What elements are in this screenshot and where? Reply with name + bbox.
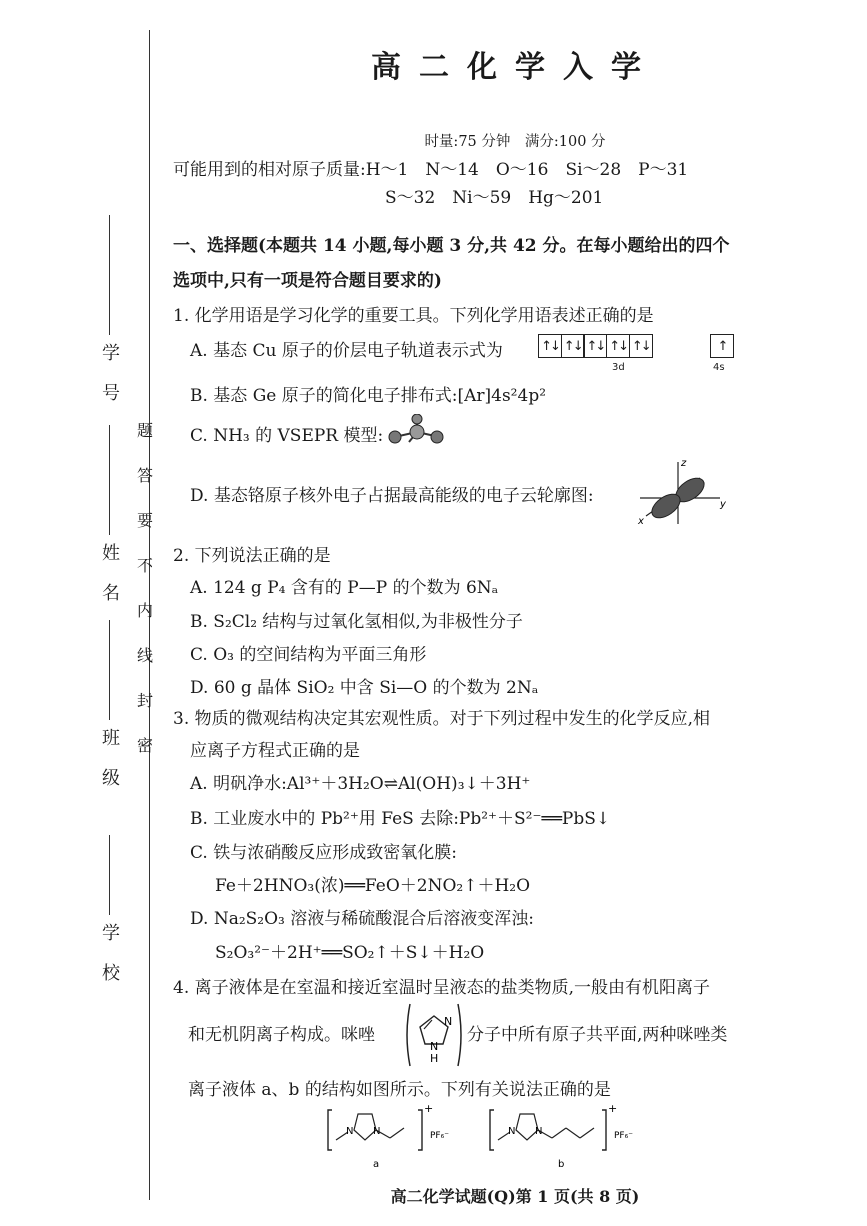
orbital-label-4s: 4s — [713, 362, 725, 373]
q2-option-a: A. 124 g P₄ 含有的 P—P 的个数为 6Nₐ — [190, 578, 499, 598]
q3-stem-2: 应离子方程式正确的是 — [190, 741, 360, 761]
ionic-liquid-a-structure — [318, 1100, 468, 1172]
notice-char: 密 — [136, 736, 153, 755]
notice-char: 不 — [136, 556, 153, 575]
q3-option-c: C. 铁与浓硝酸反应形成致密氧化膜: — [190, 843, 457, 863]
q1-option-c: C. NH₃ 的 VSEPR 模型: — [190, 426, 384, 446]
notice-char: 线 — [136, 646, 153, 665]
q3-option-d: D. Na₂S₂O₃ 溶液与稀硫酸混合后溶液变浑浊: — [190, 909, 535, 929]
student-id-underline[interactable] — [109, 215, 110, 335]
page-title: 高二化学入学 — [371, 50, 659, 85]
q3-option-c-equation: Fe＋2HNO₃(浓)══FeO＋2NO₂↑＋H₂O — [215, 876, 531, 896]
orbital-box: ↑↓ — [629, 334, 653, 358]
orbital-diagram-3d — [538, 334, 653, 358]
orbital-diagram-4s — [710, 334, 734, 358]
field-name[interactable] — [92, 425, 126, 623]
binding-notice — [133, 408, 157, 768]
q1-option-a: A. 基态 Cu 原子的价层电子轨道表示式为 — [190, 341, 503, 361]
ionic-liquid-b-structure — [480, 1100, 650, 1172]
field-school[interactable] — [92, 835, 126, 1003]
atomic-masses-line-2: S～32 Ni～59 Hg～201 — [385, 188, 604, 208]
q2-stem: 2. 下列说法正确的是 — [173, 546, 331, 566]
struct-b-n-right: N — [535, 1126, 543, 1137]
struct-a-n-left: N — [346, 1126, 354, 1137]
field-student-id[interactable] — [92, 215, 126, 423]
orbital-box: ↑↓ — [561, 334, 585, 358]
orbital-box: ↑↓ — [538, 334, 562, 358]
field-class[interactable] — [92, 620, 126, 808]
section-heading-1: 一、选择题(本题共 14 小题,每小题 3 分,共 42 分。在每小题给出的四个 — [173, 236, 730, 256]
struct-a-anion: PF₆⁻ — [430, 1131, 449, 1141]
imidazole-h: H — [430, 1052, 439, 1065]
imidazole-structure — [402, 1000, 466, 1070]
struct-b-charge: + — [608, 1102, 618, 1115]
orbital-box: ↑↓ — [606, 334, 630, 358]
notice-char: 要 — [136, 511, 153, 530]
axis-label-y: y — [720, 499, 726, 510]
q4-stem-3: 离子液体 a、b 的结构如图所示。下列有关说法正确的是 — [188, 1080, 611, 1100]
notice-char: 答 — [136, 466, 153, 485]
notice-char: 封 — [136, 691, 153, 710]
school-underline[interactable] — [109, 835, 110, 915]
struct-b-label: b — [558, 1159, 565, 1170]
orbital-box: ↑ — [710, 334, 734, 358]
school-label: 学校 — [99, 923, 120, 1003]
q2-option-b: B. S₂Cl₂ 结构与过氧化氢相似,为非极性分子 — [190, 612, 523, 632]
q3-stem-1: 3. 物质的微观结构决定其宏观性质。对于下列过程中发生的化学反应,相 — [173, 709, 711, 729]
struct-b-anion: PF₆⁻ — [614, 1131, 633, 1141]
orbital-box: ↑↓ — [583, 334, 607, 358]
q1-stem: 1. 化学用语是学习化学的重要工具。下列化学用语表述正确的是 — [173, 306, 654, 326]
student-id-label: 学号 — [99, 343, 120, 423]
class-label: 班级 — [99, 728, 120, 808]
time-score: 时量:75 分钟 满分:100 分 — [424, 134, 606, 150]
q3-option-b: B. 工业废水中的 Pb²⁺用 FeS 去除:Pb²⁺＋S²⁻══PbS↓ — [190, 809, 611, 829]
struct-a-charge: + — [424, 1102, 434, 1115]
struct-a-label: a — [373, 1159, 380, 1170]
vsepr-model-icon — [385, 414, 447, 450]
page-footer: 高二化学试题(Q)第 1 页(共 8 页) — [390, 1187, 640, 1206]
q4-stem-1: 4. 离子液体是在室温和接近室温时呈液态的盐类物质,一般由有机阳离子 — [173, 978, 711, 998]
notice-char: 题 — [136, 421, 153, 440]
axis-label-z: z — [681, 458, 687, 469]
section-heading-2: 选项中,只有一项是符合题目要求的) — [173, 271, 442, 291]
notice-char: 内 — [136, 601, 153, 620]
imidazole-n-bottom: N — [430, 1040, 439, 1053]
name-label: 姓名 — [99, 543, 120, 623]
q4-stem-2b: 分子中所有原子共平面,两种咪唑类 — [467, 1025, 728, 1045]
q2-option-d: D. 60 g 晶体 SiO₂ 中含 Si—O 的个数为 2Nₐ — [190, 678, 539, 698]
d-orbital-cloud-diagram — [630, 456, 730, 528]
name-underline[interactable] — [109, 425, 110, 535]
q1-option-d: D. 基态铬原子核外电子占据最高能级的电子云轮廓图: — [190, 486, 594, 506]
q3-option-a: A. 明矾净水:Al³⁺＋3H₂O⇌Al(OH)₃↓＋3H⁺ — [190, 774, 531, 794]
q3-option-d-equation: S₂O₃²⁻＋2H⁺══SO₂↑＋S↓＋H₂O — [215, 943, 485, 963]
q2-option-c: C. O₃ 的空间结构为平面三角形 — [190, 645, 427, 665]
imidazole-n-top: N — [444, 1015, 453, 1028]
atomic-masses-line-1: 可能用到的相对原子质量:H～1 N～14 O～16 Si～28 P～31 — [173, 160, 689, 180]
q1-option-b: B. 基态 Ge 原子的简化电子排布式:[Ar]4s²4p² — [190, 386, 547, 406]
class-underline[interactable] — [109, 620, 110, 720]
axis-label-x: x — [638, 516, 644, 527]
struct-a-n-right: N — [373, 1126, 381, 1137]
orbital-label-3d: 3d — [612, 362, 625, 373]
q4-stem-2a: 和无机阴离子构成。咪唑 — [188, 1025, 375, 1045]
struct-b-n-left: N — [508, 1126, 516, 1137]
